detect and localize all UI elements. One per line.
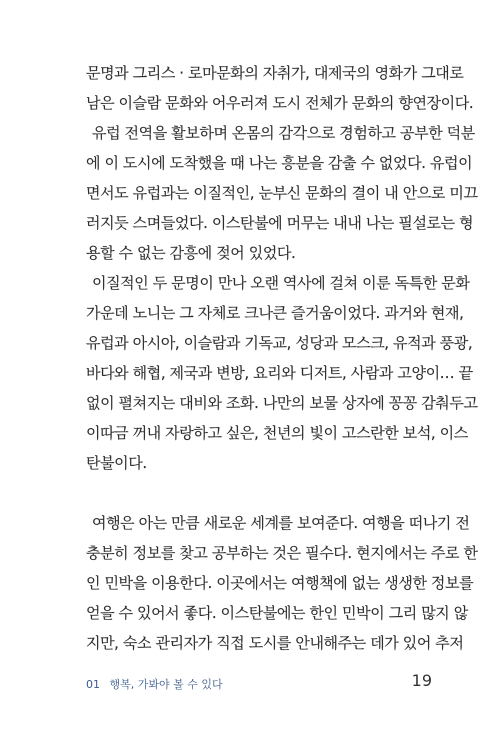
running-footer: [86, 676, 223, 692]
page-number: 19: [411, 671, 432, 690]
text-line: 러지듯 스며들었다. 이스탄불에 머무는 내내 나는 필설로는 형: [86, 214, 474, 232]
text-line: 얻을 수 있어서 좋다. 이스탄불에는 한인 민박이 그리 많지 않: [86, 604, 468, 622]
text-line: 남은 이슬람 문화와 어우러져 도시 전체가 문화의 향연장이다.: [86, 94, 474, 112]
chapter-number: 01: [86, 678, 100, 691]
text-line: 이질적인 두 문명이 만나 오랜 역사에 걸쳐 이룬 독특한 문화: [92, 274, 470, 292]
text-line: 없이 펼쳐지는 대비와 조화. 나만의 보물 상자에 꽁꽁 감춰두고: [86, 394, 478, 412]
text-line: 문명과 그리스 · 로마문화의 자취가, 대제국의 영화가 그대로: [86, 64, 464, 82]
text-line: 여행은 아는 만큼 새로운 세계를 보여준다. 여행을 떠나기 전: [92, 514, 470, 532]
text-line: 면서도 유럽과는 이질적인, 눈부신 문화의 결이 내 안으로 미끄: [86, 184, 478, 202]
text-line: 바다와 해협, 제국과 변방, 요리와 디저트, 사람과 고양이… 끝: [86, 364, 473, 382]
text-line: 용할 수 없는 감흥에 젖어 있었다.: [86, 244, 296, 262]
text-line: 이따금 꺼내 자랑하고 싶은, 천년의 빛이 고스란한 보석, 이스: [86, 424, 468, 442]
text-line: 유럽과 아시아, 이슬람과 기독교, 성당과 모스크, 유적과 풍광,: [86, 334, 473, 352]
text-line: 에 이 도시에 도착했을 때 나는 흥분을 감출 수 없었다. 유럽이: [86, 154, 473, 172]
text-line: 가운데 노니는 그 자체로 크나큰 즐거움이었다. 과거와 현재,: [86, 304, 464, 322]
text-line: 지만, 숙소 관리자가 직접 도시를 안내해주는 데가 있어 추저: [86, 634, 464, 652]
text-line: 유럽 전역을 활보하며 온몸의 감각으로 경험하고 공부한 덕분: [92, 124, 475, 142]
chapter-title: 행복, 가봐야 볼 수 있다: [109, 678, 223, 691]
text-line: 충분히 정보를 찾고 공부하는 것은 필수다. 현지에서는 주로 한: [86, 544, 478, 562]
text-line: 인 민박을 이용한다. 이곳에서는 여행책에 없는 생생한 정보를: [86, 574, 474, 592]
text-line: 탄불이다.: [86, 454, 147, 472]
